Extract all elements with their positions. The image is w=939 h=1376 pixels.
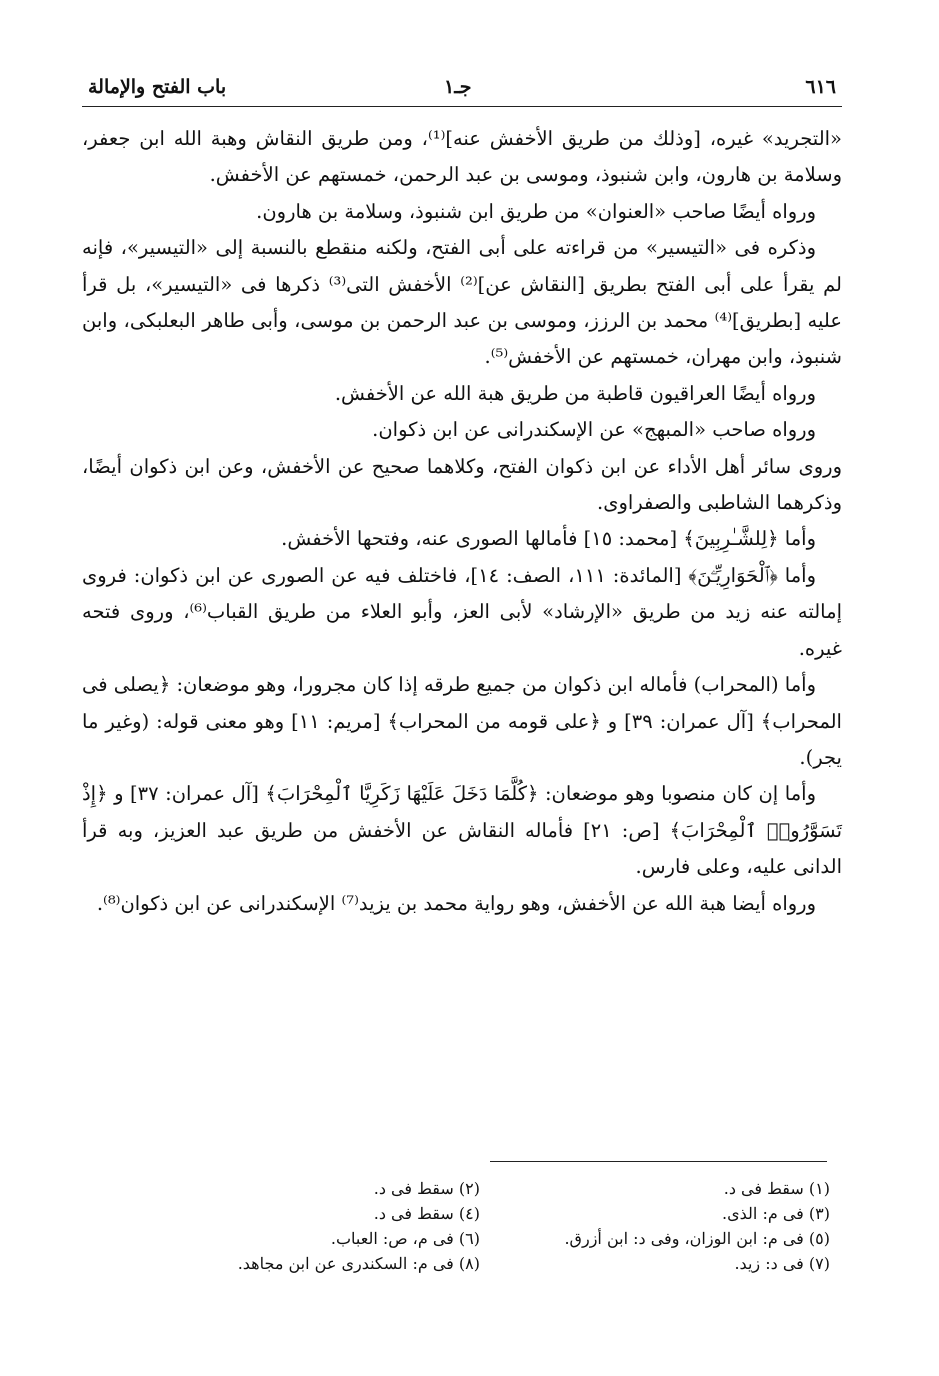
footnote-6 [150, 1226, 480, 1251]
paragraph: وأما ﴿ٱلْحَوَارِيِّـۧنَ﴾ [المائدة: ١١١، الصف: ١٤]، فاختلف فيه عن الصورى عن ابن ذكوان: فروى إمالته عنه زيد من طريق «الإرشاد» لأبى العز، وأبو العلاء من طريق القباب⁽⁶⁾، وروى فتحه غيره. [82, 563, 842, 660]
paragraph: وأما ﴿لِلشَّـٰرِبِينَ﴾ [محمد: ١٥] فأمالها الصورى عنه، وفتحها الأخفش. [281, 527, 816, 551]
footnote-text: فى م: السكندرى عن ابن مجاهد. [237, 1254, 454, 1273]
main-text [82, 121, 842, 922]
footnote-number: (١) [808, 1179, 830, 1198]
chapter-title: باب الفتح والإمالة [88, 76, 227, 98]
footnote-text: سقط فى د. [373, 1204, 454, 1223]
footnote-4 [150, 1201, 480, 1226]
paragraph: وأما إن كان منصوبا وهو موضعان: ﴿كُلَّمَا دَخَلَ عَلَيْهَا زَكَرِيَّا ٱلْمِحْرَابَ﴾ [آل عمران: ٣٧] و ﴿إِذْ تَسَوَّرُوا۟ ٱلْمِحْرَابَ﴾ [ص: ٢١] فأماله النقاش عن الأخفش من طريق عبد العزيز، وبه قرأ الدانى عليه، وعلى فارس. [82, 782, 843, 879]
footnote-number: (٨) [458, 1254, 480, 1273]
page-number: ٦١٦ [805, 76, 836, 98]
paragraph: ورواه أيضًا العراقيون قاطبة من طريق هبة الله عن الأخفش. [334, 381, 816, 405]
footnote-text: سقط فى د. [723, 1179, 804, 1198]
footnote-text: فى م، ص: العباب. [330, 1229, 454, 1248]
footnote-8 [150, 1251, 480, 1276]
paragraph: ورواه صاحب «المبهج» عن الإسكندرانى عن ابن ذكوان. [372, 418, 816, 442]
paragraph: وذكره فى «التيسير» من قراءته على أبى الفتح، ولكنه منقطع بالنسبة إلى «التيسير»، فإنه لم يقرأ على أبى الفتح بطريق [النقاش عن]⁽²⁾ الأخفش التى⁽³⁾ ذكرها فى «التيسير»، بل قرأ عليه [بطريق]⁽⁴⁾ محمد بن الرزز، وموسى بن عبد الرحمن بن موسى، وأبى طاهر البعلبكى، وابن شنبوذ، وابن مهران، خمستهم عن الأخفش⁽⁵⁾. [82, 236, 842, 369]
footnote-number: (٥) [808, 1229, 830, 1248]
running-header [82, 70, 842, 107]
footnote-text: سقط فى د. [373, 1179, 454, 1198]
footnote-text: فى د: زيد. [734, 1254, 804, 1273]
footnote-number: (٣) [808, 1204, 830, 1223]
paragraph: «التجريد» غيره، [وذلك من طريق الأخفش عنه]⁽¹⁾، ومن طريق النقاش وهبة الله ابن جعفر، وسلامة بن هارون، وابن شنبوذ، وموسى بن عبد الرحمن، خمستهم عن الأخفش. [82, 127, 842, 187]
footnotes [150, 1176, 830, 1276]
paragraph: وروى سائر أهل الأداء عن ابن ذكوان الفتح، وكلاهما صحيح عن الأخفش، وعن ابن ذكوان أيضًا، وذكرهما الشاطبى والصفراوى. [82, 454, 842, 515]
footnote-number: (٤) [458, 1204, 480, 1223]
footnote-7 [500, 1251, 830, 1276]
paragraph: ورواه أيضًا صاحب «العنوان» من طريق ابن شنبوذ، وسلامة بن هارون. [256, 199, 816, 223]
footnote-divider [490, 1161, 827, 1162]
footnote-5 [500, 1226, 830, 1251]
footnote-number: (٧) [808, 1254, 830, 1273]
footnote-number: (٢) [458, 1179, 480, 1198]
footnote-text: فى م: الذى. [722, 1204, 804, 1223]
footnote-number: (٦) [458, 1229, 480, 1248]
book-page [82, 70, 842, 922]
footnote-text: فى م: ابن الوزان، وفى د: ابن أزرق. [564, 1229, 804, 1248]
paragraph: ورواه أيضا هبة الله عن الأخفش، وهو رواية محمد بن يزيد⁽⁷⁾ الإسكندرانى عن ابن ذكوان⁽⁸⁾. [96, 891, 816, 915]
footnote-2 [150, 1176, 480, 1201]
volume-label: جـ١ [444, 76, 472, 98]
footnote-3 [500, 1201, 830, 1226]
paragraph: وأما (المحراب) فأماله ابن ذكوان من جميع طرقه إذا كان مجرورا، وهو موضعان: ﴿يصلى فى المحراب﴾ [آل عمران: ٣٩] و ﴿على قومه من المحراب﴾ [مريم: ١١] وهو معنى قوله: (وغير ما يجر). [82, 673, 842, 769]
footnote-1 [500, 1176, 830, 1201]
